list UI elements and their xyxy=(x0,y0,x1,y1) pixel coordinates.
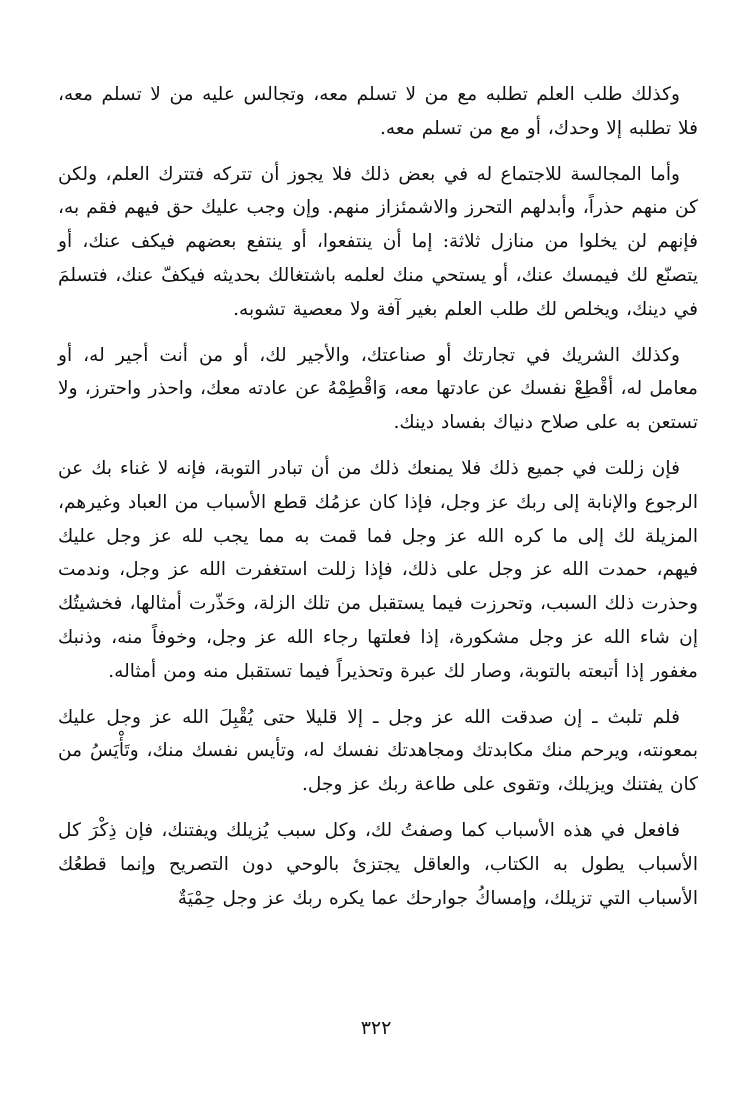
paragraph-3: وكذلك الشريك في تجارتك أو صناعتك، والأجير لك، أو من أنت أجير له، أو معامل له، أقْطِعْ نفسك عن عادتها معه، وَاقْطِمْهُ عن عادته معك، واحذر واحترز، ولا تستعن به على صلاح دنياك بفساد دينك. xyxy=(58,344,698,434)
page-number: ٣٢٢ xyxy=(360,1017,392,1039)
paragraph-5: فلم تلبث ـ إن صدقت الله عز وجل ـ إلا قليلا حتى يُقْبِلَ الله عز وجل عليك بمعونته، ويرحم منك مكابدتك ومجاهدتك نفسك له، وتأيس نفسك منك، وتَأْيَسُ من كان يفتنك ويزيلك، وتقوى على طاعة ربك عز وجل. xyxy=(58,706,698,796)
main-text xyxy=(58,78,698,927)
paragraph-6: فافعل في هذه الأسباب كما وصفتُ لك، وكل سبب يُزيلك ويفتنك، فإن ذِكْرَ كل الأسباب يطول به الكتاب، والعاقل يجتزئ بالوحي دون التصريح وإنما قطعُك الأسباب التي تزيلك، وإمساكُ جوارحك عما يكره ربك عز وجل حِمْيَةٌ xyxy=(58,819,698,909)
paragraph-1: وكذلك طلب العلم تطلبه مع من لا تسلم معه، وتجالس عليه من لا تسلم معه، فلا تطلبه إلا وحدك، أو مع من تسلم معه. xyxy=(58,84,698,139)
paragraph-4: فإن زللت في جميع ذلك فلا يمنعك ذلك من أن تبادر التوبة، فإنه لا غناء بك عن الرجوع والإنابة إلى ربك عز وجل، فإذا كان عزمُك قطع الأسباب من العباد وغيرهم، المزيلة لك إلى ما كره الله عز وجل فما قمت به مما يجب لله عز وجل عليك فيهم، حمدت الله عز وجل على ذلك، فإذا زللت استغفرت الله عز وجل، وندمت وحذرت ذلك السبب، وتحرزت فيما يستقبل من تلك الزلة، وحَذّرت أمثالها، فخشيتُك إن شاء الله عز وجل مشكورة، إذا فعلتها رجاء الله عز وجل، وخوفاً منه، وذنبك مغفور إذا أتبعته بالتوبة، وصار لك عبرة وتحذيراً فيما تستقبل منه ومن أمثاله. xyxy=(58,457,698,682)
paragraph-2: وأما المجالسة للاجتماع له في بعض ذلك فلا يجوز أن تتركه فتترك العلم، ولكن كن منهم حذراً، وأبدلهم التحرز والاشمئزاز منهم. وإن وجب عليك حق فيهم فقم به، فإنهم لن يخلوا من منازل ثلاثة: إما أن ينتفعوا، أو ينتفع بعضهم فيكف عنك، أو يتصنّع لك فيمسك عنك، أو يستحي منك لعلمه باشتغالك بحديثه فيكفّ عنك، فتسلمَ في دينك، ويخلص لك طلب العلم بغير آفة ولا معصية تشوبه. xyxy=(58,163,698,320)
